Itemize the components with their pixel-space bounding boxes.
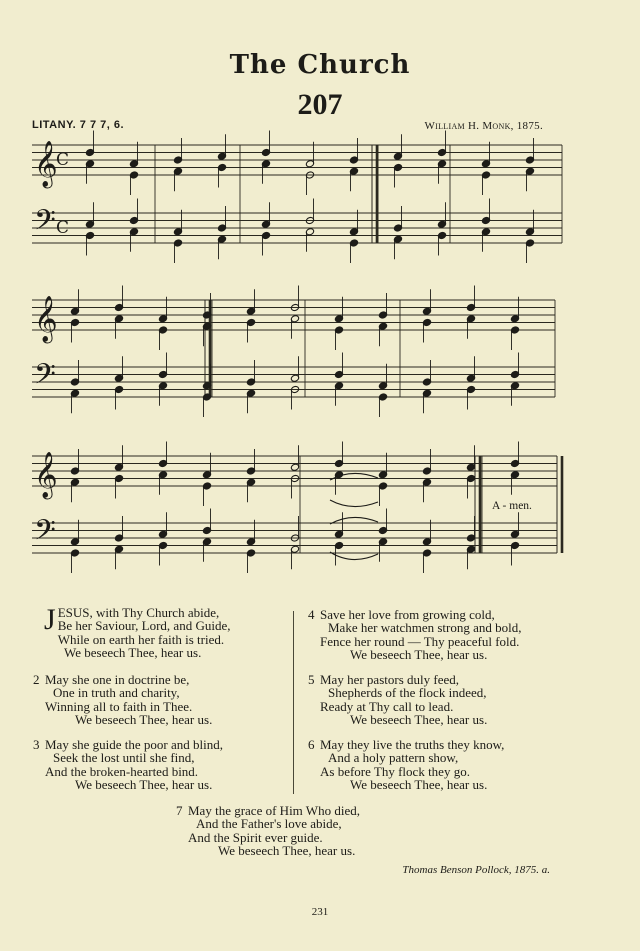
verse-line: And the Spirit ever guide. (188, 829, 323, 845)
bass-clef-icon: 𝄢 (34, 204, 56, 244)
verse-line: Ready at Thy call to lead. (320, 698, 454, 714)
verse-line: May her pastors duly feed, (320, 672, 459, 687)
verse-line: One in truth and charity, (53, 685, 180, 701)
column-divider (293, 611, 294, 794)
verse-line: May they live the truths they know, (320, 737, 505, 752)
verse-5 (308, 672, 488, 728)
hymn-number: 207 (297, 88, 343, 121)
verse-7 (176, 803, 360, 859)
verse-3 (33, 737, 223, 793)
treble-clef-icon: 𝄞 (34, 452, 58, 498)
verse-line: While on earth her faith is tried. (57, 631, 225, 647)
verse-line: As before Thy flock they go. (320, 763, 470, 779)
treble-clef-icon: 𝄞 (34, 141, 58, 187)
verse-refrain: We beseech Thee, hear us. (75, 777, 213, 793)
treble-clef-icon: 𝄞 (34, 296, 58, 342)
slur (330, 500, 378, 507)
verse-refrain: We beseech Thee, hear us. (350, 647, 488, 663)
verse-2 (33, 672, 213, 728)
verse-1 (44, 603, 231, 661)
bass-clef-icon: 𝄢 (34, 358, 56, 398)
section-title: The Church (229, 50, 411, 80)
text-author: Thomas Benson Pollock, 1875. a. (402, 864, 550, 876)
verse-line: Fence her round — Thy peaceful fold. (320, 633, 520, 649)
verse-number: 2 (33, 672, 40, 687)
verse-1-dropcap: J (44, 603, 56, 636)
verse-refrain: We beseech Thee, hear us. (64, 645, 202, 661)
verse-number: 5 (308, 672, 315, 687)
tune-name-meter: LITANY. 7 7 7, 6. (32, 119, 125, 131)
bar-lines (155, 145, 562, 553)
verse-line: May she guide the poor and blind, (45, 737, 223, 752)
verse-line: Make her watchmen strong and bold, (328, 620, 522, 636)
verse-line: Save her love from growing cold, (320, 607, 495, 622)
verse-line: And the broken-hearted bind. (45, 763, 199, 779)
verse-line: And a holy pattern show, (328, 750, 459, 766)
verse-number: 7 (176, 803, 183, 818)
verse-line: Shepherds of the flock indeed, (328, 685, 487, 701)
verse-6 (308, 737, 505, 793)
verse-number: 4 (308, 607, 315, 622)
verse-line: Be her Saviour, Lord, and Guide, (57, 618, 231, 634)
clefs (34, 141, 69, 554)
verse-refrain: We beseech Thee, hear us. (218, 843, 356, 859)
amen-label: A - men. (492, 500, 532, 512)
verse-4 (308, 607, 522, 663)
notes (70, 131, 534, 574)
verse-line: Seek the lost until she find, (53, 750, 195, 766)
verse-line: May she one in doctrine be, (45, 672, 190, 687)
verse-line: ESUS, with Thy Church abide, (57, 605, 220, 620)
bass-clef-icon: 𝄢 (34, 514, 56, 554)
verse-line: And the Father's love abide, (196, 816, 342, 832)
verse-line: Winning all to faith in Thee. (45, 698, 193, 714)
verse-line: May the grace of Him Who died, (188, 803, 360, 818)
verse-number: 3 (33, 737, 40, 752)
page-number: 231 (311, 906, 329, 918)
composer-credit: William H. Monk, 1875. (424, 120, 543, 132)
verse-number: 6 (308, 737, 315, 752)
verse-refrain: We beseech Thee, hear us. (350, 712, 488, 728)
staff-lines (32, 145, 562, 553)
time-signature-icon: C (56, 218, 70, 238)
time-signature-icon: C (56, 150, 70, 170)
verse-refrain: We beseech Thee, hear us. (350, 777, 488, 793)
verse-refrain: We beseech Thee, hear us. (75, 712, 213, 728)
